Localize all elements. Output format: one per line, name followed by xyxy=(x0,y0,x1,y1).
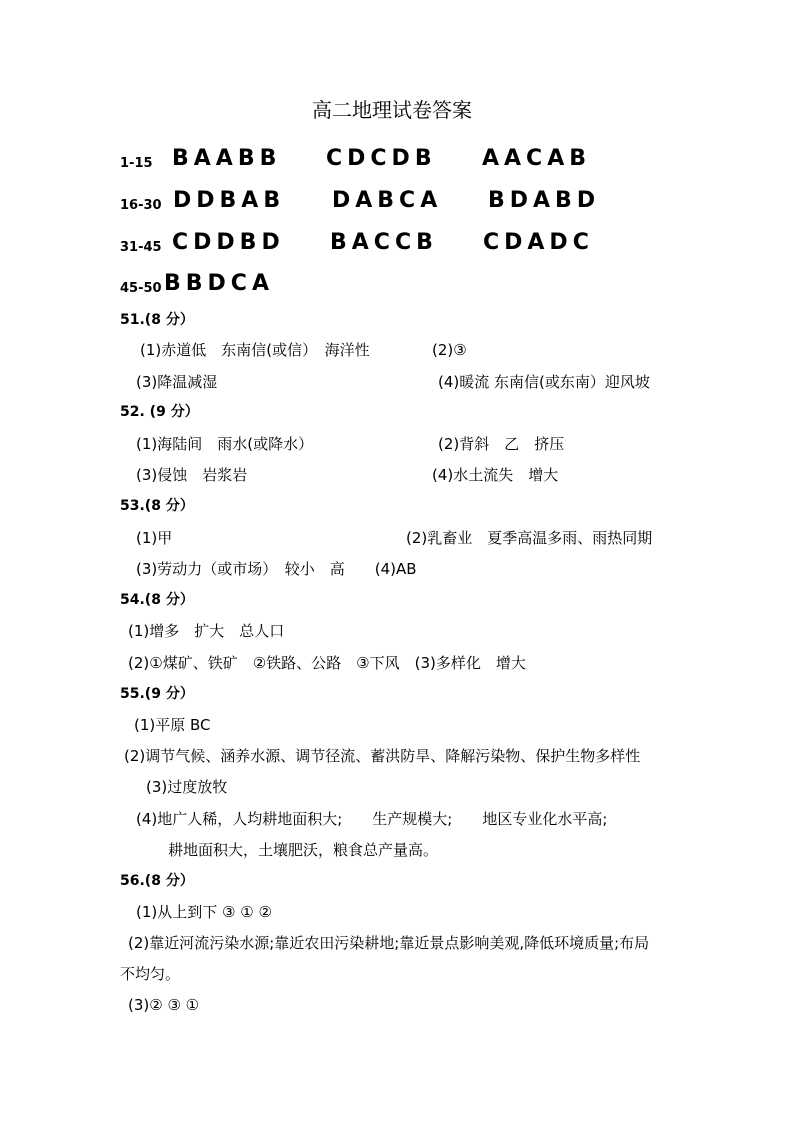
question-54-answer-2: (2)①煤矿、铁矿 ②铁路、公路 ③下风 (3)多样化 增大 xyxy=(128,654,526,672)
question-52-answer-3: (3)侵蚀 岩浆岩 xyxy=(136,466,248,484)
mcq-answers-1-a: BAABB xyxy=(172,146,282,171)
question-54-answer-1: (1)增多 扩大 总人口 xyxy=(128,622,285,640)
question-56-answer-3: (3)② ③ ① xyxy=(128,996,200,1014)
mcq-answers-4-a: BBDCA xyxy=(164,271,274,296)
question-53-heading: 53.(8 分） xyxy=(120,498,194,514)
mcq-answers-1-b: CDCDB xyxy=(326,146,437,171)
mcq-range-2: 16-30 xyxy=(120,198,162,213)
question-52-heading: 52. (9 分） xyxy=(120,404,199,420)
mcq-answers-1-c: AACAB xyxy=(482,146,591,171)
question-51-answer-2: (2)③ xyxy=(432,341,467,359)
question-55-answer-5: 耕地面积大，土壤肥沃，粮食总产量高。 xyxy=(168,841,439,859)
question-56-answer-2-continued: 不均匀。 xyxy=(120,965,181,983)
question-53-answer-2: (2)乳畜业 夏季高温多雨、雨热同期 xyxy=(406,529,653,547)
question-55-heading: 55.(9 分） xyxy=(120,686,194,702)
question-52-answer-4: (4)水土流失 增大 xyxy=(432,466,559,484)
question-51-answer-3: (3)降温减湿 xyxy=(136,373,218,391)
question-51-answer-4: (4)暖流 东南信(或东南）迎风坡 xyxy=(438,373,650,391)
mcq-answers-3-a: CDDBD xyxy=(172,230,285,255)
question-55-answer-1: (1)平原 BC xyxy=(134,716,211,734)
question-55-answer-4: (4)地广人稀，人均耕地面积大; 生产规模大; 地区专业化水平高; xyxy=(136,810,608,828)
mcq-range-4: 45-50 xyxy=(120,281,162,296)
question-54-heading: 54.(8 分） xyxy=(120,592,194,608)
mcq-answers-2-c: BDABD xyxy=(488,188,601,213)
question-55-answer-2: (2)调节气候、涵养水源、调节径流、蓄洪防旱、降解污染物、保护生物多样性 xyxy=(124,747,641,765)
question-51-heading: 51.(8 分） xyxy=(120,312,194,328)
question-51-answer-1: (1)赤道低 东南信(或信） 海洋性 xyxy=(140,341,370,359)
question-56-answer-2: (2)靠近河流污染水源;靠近农田污染耕地;靠近景点影响美观,降低环境质量;布局 xyxy=(128,934,650,952)
question-55-answer-3: (3)过度放牧 xyxy=(146,778,228,796)
mcq-range-1: 1-15 xyxy=(120,156,153,171)
mcq-answers-3-b: BACCB xyxy=(330,230,438,255)
mcq-answers-2-a: DDBAB xyxy=(173,188,286,213)
question-53-answer-1: (1)甲 xyxy=(136,529,173,547)
mcq-range-3: 31-45 xyxy=(120,240,162,255)
question-52-answer-1: (1)海陆间 雨水(或降水） xyxy=(136,435,314,453)
mcq-answers-3-c: CDADC xyxy=(483,230,594,255)
question-56-heading: 56.(8 分） xyxy=(120,873,194,889)
question-52-answer-2: (2)背斜 乙 挤压 xyxy=(438,435,565,453)
question-56-answer-1: (1)从上到下 ③ ① ② xyxy=(136,903,272,921)
question-53-answer-3: (3)劳动力（或市场） 较小 高 (4)AB xyxy=(136,560,417,578)
mcq-answers-2-b: DABCA xyxy=(332,188,443,213)
page-title: 高二地理试卷答案 xyxy=(312,98,472,122)
